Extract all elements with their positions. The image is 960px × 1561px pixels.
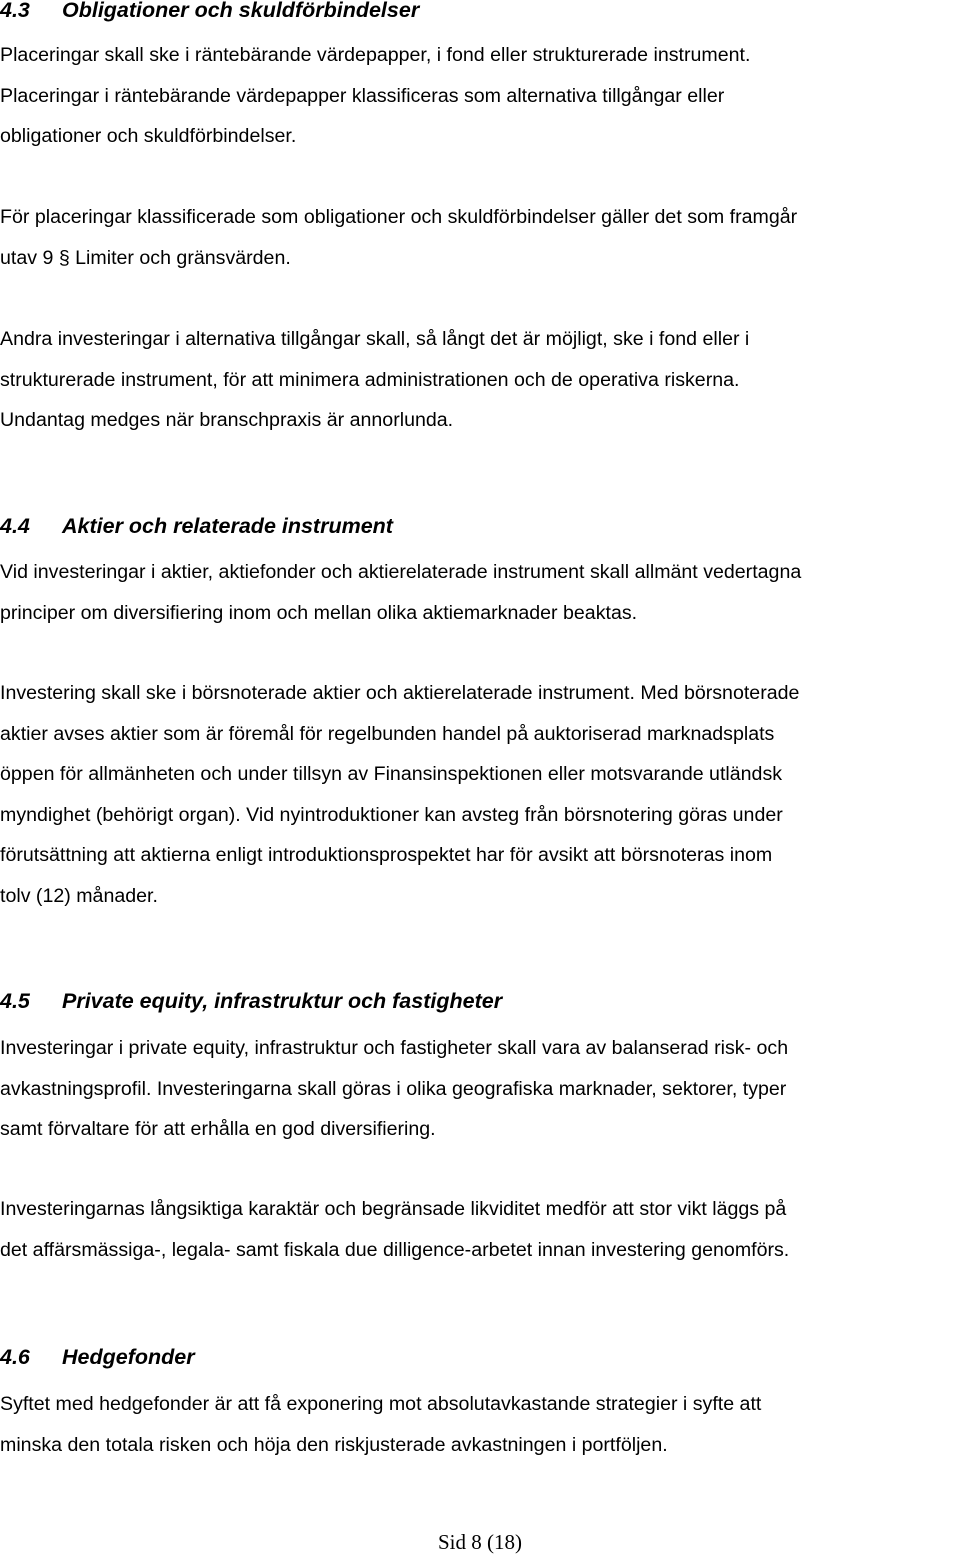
paragraph [0,673,960,916]
text-line: Syftet med hedgefonder är att få exponering mot absolutavkastande strategier i syfte att [0,1393,762,1415]
text-line: utav 9 § Limiter och gränsvärden. [0,246,291,269]
text-line: aktier avses aktier som är föremål för regelbunden handel på auktoriserad marknadsplats [0,722,775,745]
text-line: det affärsmässiga-, legala- samt fiskala due dilligence-arbetet innan investering genomförs. [0,1238,790,1261]
text-line: För placeringar klassificerade som obligationer och skuldförbindelser gäller det som framgår [0,206,798,228]
section-number: 4.4 [0,514,30,538]
text-line: avkastningsprofil. Investeringarna skall göras i olika geografiska marknader, sektorer, typer [0,1077,787,1100]
text-line: Investeringarnas långsiktiga karaktär och begränsade likviditet medför att stor vikt läggs på [0,1198,787,1220]
text-line: minska den totala risken och höja den riskjusterade avkastningen i portföljen. [0,1433,668,1456]
text-line: Placeringar skall ske i räntebärande värdepapper, i fond eller strukturerade instrument. [0,44,751,66]
section-number: 4.6 [0,1345,30,1369]
page-number-footer: Sid 8 (18) [438,1530,522,1554]
text-line: Investering skall ske i börsnoterade aktier och aktierelaterade instrument. Med börsnoterade [0,682,800,704]
section-title: Obligationer och skuldförbindelser [62,0,420,22]
section-number: 4.3 [0,0,30,22]
text-line: obligationer och skuldförbindelser. [0,125,297,147]
section-heading-4-3 [0,0,419,23]
text-line: förutsättning att aktierna enligt introduktionsprospektet har för avsikt att börsnoteras inom [0,844,773,866]
paragraph [0,1028,960,1150]
text-line: Vid investeringar i aktier, aktiefonder och aktierelaterade instrument skall allmänt vedertagna [0,561,802,583]
paragraph [0,319,960,441]
text-line: samt förvaltare för att erhålla en god diversifiering. [0,1118,436,1140]
text-line: myndighet (behörigt organ). Vid nyintroduktioner kan avsteg från börsnotering göras under [0,803,783,826]
section-title: Aktier och relaterade instrument [62,514,393,538]
paragraph [0,35,960,157]
section-heading-4-5 [0,988,502,1014]
section-number: 4.5 [0,989,30,1013]
text-line: principer om diversifiering inom och mellan olika aktiemarknader beaktas. [0,601,638,624]
section-title: Private equity, infrastruktur och fastigheter [62,989,503,1013]
section-title: Hedgefonder [62,1345,195,1369]
text-line: Investeringar i private equity, infrastruktur och fastigheter skall vara av balanserad risk- och [0,1037,789,1059]
paragraph [0,197,960,278]
text-line: strukturerade instrument, för att minimera administrationen och de operativa riskerna. [0,368,740,391]
text-line: tolv (12) månader. [0,884,158,907]
text-line: Andra investeringar i alternativa tillgångar skall, så långt det är möjligt, ske i fond eller i [0,328,750,350]
paragraph [0,1189,960,1270]
text-line: öppen för allmänheten och under tillsyn av Finansinspektionen eller motsvarande utländsk [0,763,783,785]
paragraph [0,552,960,633]
section-heading-4-4 [0,513,393,539]
section-heading-4-6 [0,1344,195,1370]
text-line: Undantag medges när branschpraxis är annorlunda. [0,409,454,431]
paragraph [0,1384,960,1465]
text-line: Placeringar i räntebärande värdepapper klassificeras som alternativa tillgångar eller [0,84,725,107]
